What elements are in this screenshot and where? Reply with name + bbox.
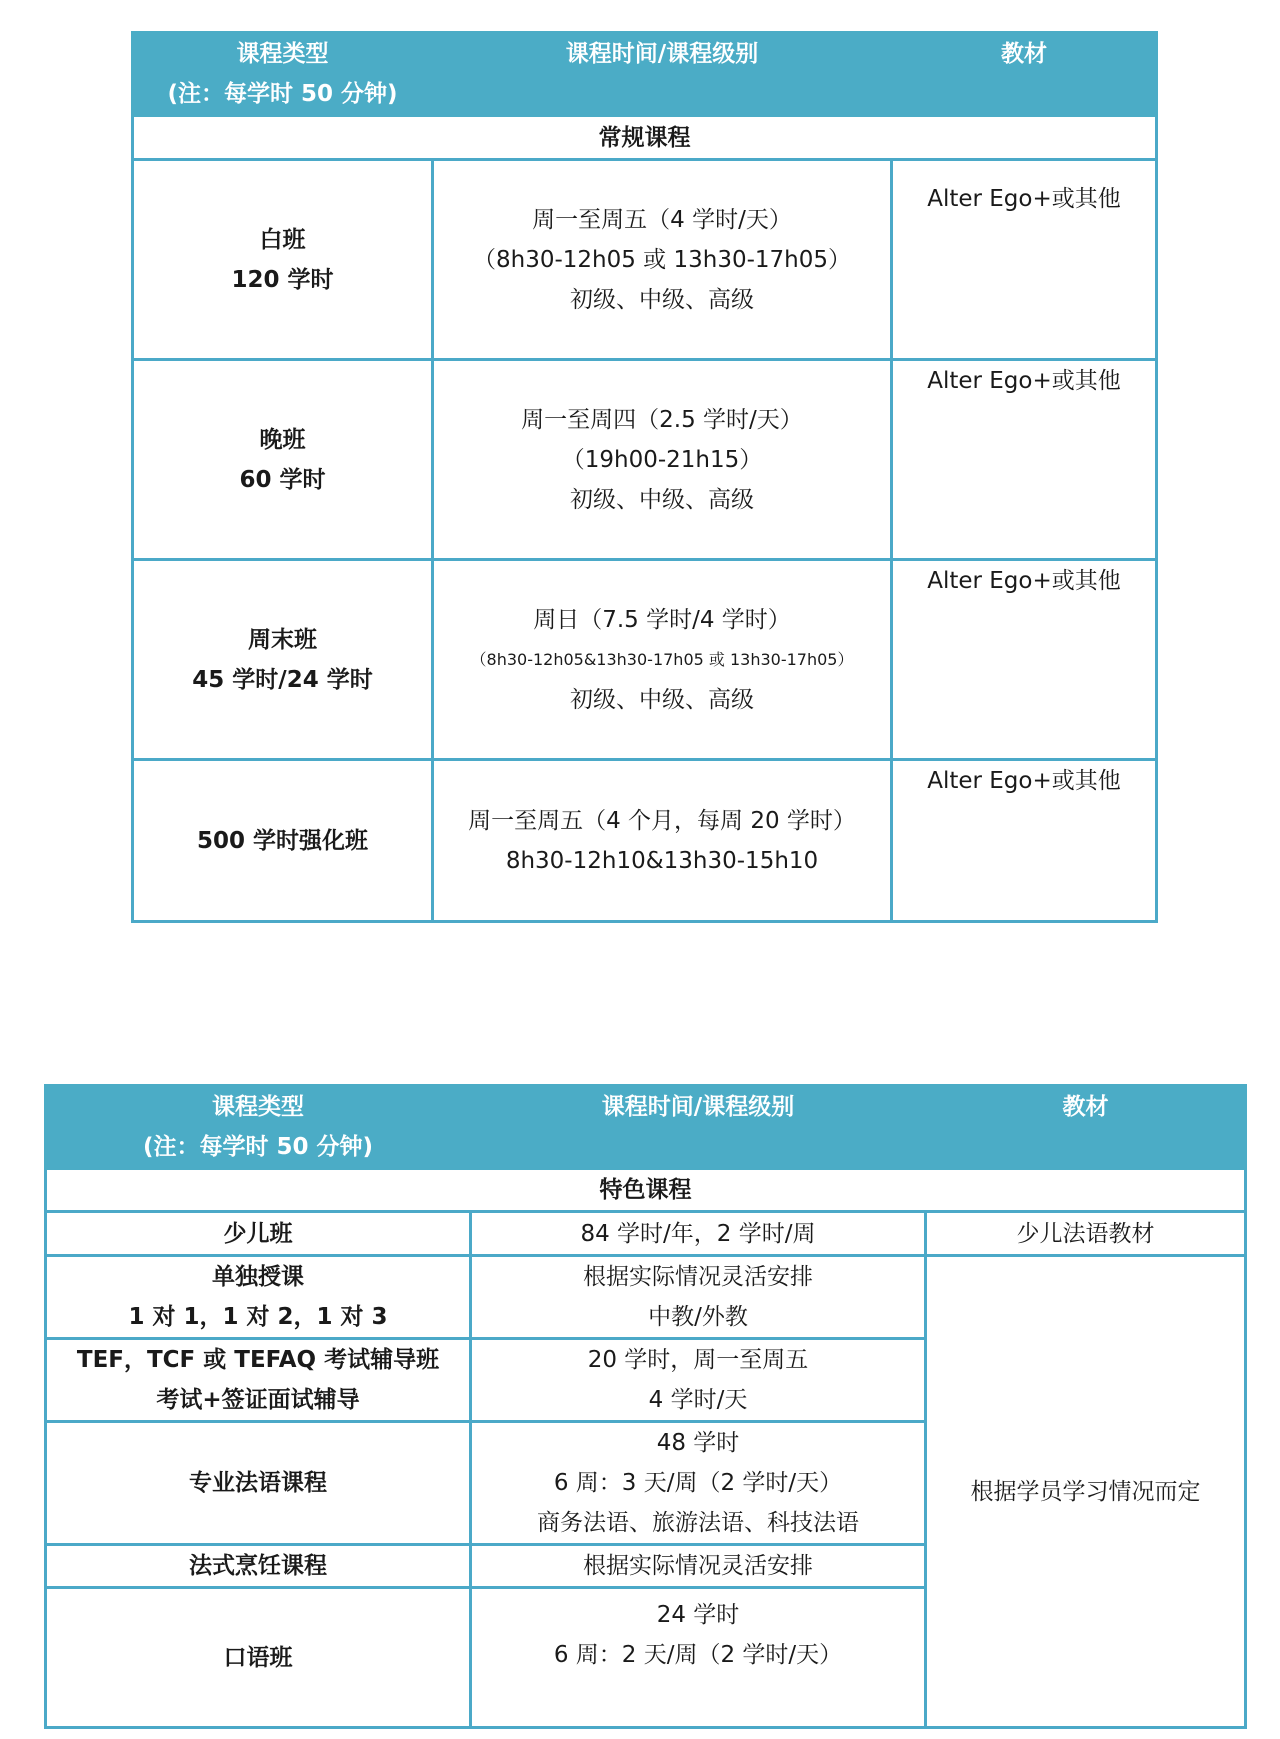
course-material: Alter Ego+或其他: [927, 568, 1121, 594]
course-time-line: 周一至周五（4 学时/天）: [532, 206, 792, 233]
course-time-line: 8h30-12h10&13h30-15h10: [505, 847, 819, 874]
course-time-line: 20 学时，周一至周五: [587, 1347, 809, 1373]
course-time-line: 周一至周五（4 个月，每周 20 学时）: [468, 807, 856, 834]
table-row: [46, 1212, 1246, 1256]
course-name: 周末班: [248, 626, 317, 653]
course-time-line: 48 学时: [656, 1430, 740, 1456]
header-course-time: 课程时间/课程级别: [471, 1086, 926, 1169]
course-time-cell: [433, 160, 892, 360]
course-name-cell: [46, 1422, 471, 1545]
table-row: [133, 360, 1157, 560]
course-material-cell: [892, 160, 1157, 360]
header-material: 教材: [926, 1086, 1246, 1169]
header-material: 教材: [892, 33, 1157, 116]
course-name: TEF，TCF 或 TEFAQ 考试辅导班: [76, 1347, 440, 1373]
table-row: [133, 160, 1157, 360]
course-material: Alter Ego+或其他: [927, 186, 1121, 212]
course-material: Alter Ego+或其他: [927, 768, 1121, 794]
course-time-line: （19h00-21h15）: [561, 446, 763, 473]
section-title-special: 特色课程: [46, 1169, 1246, 1212]
course-name-cell: [133, 760, 433, 922]
course-name: 法式烹饪课程: [189, 1553, 327, 1579]
course-name-cell: [133, 560, 433, 760]
header-course-type-note: (注：每学时 50 分钟): [142, 1134, 374, 1160]
course-time-line: （8h30-12h05 或 13h30-17h05）: [472, 246, 852, 273]
course-time-cell: [471, 1256, 926, 1339]
course-time-line: 6 周：2 天/周（2 学时/天）: [553, 1642, 843, 1668]
course-name: 单独授课: [212, 1264, 304, 1290]
course-material-cell: [892, 560, 1157, 760]
course-time-line: 商务法语、旅游法语、科技法语: [537, 1510, 859, 1536]
course-hours: 120 学时: [231, 266, 334, 293]
course-name: 晚班: [259, 426, 306, 453]
course-material: Alter Ego+或其他: [927, 368, 1121, 394]
section-title-regular: 常规课程: [133, 116, 1157, 160]
header-course-type: [46, 1086, 471, 1169]
course-name-cell: [46, 1256, 471, 1339]
course-subtitle: 1 对 1，1 对 2，1 对 3: [128, 1304, 388, 1330]
course-time-line: 84 学时/年，2 学时/周: [580, 1220, 816, 1247]
course-level-line: 初级、中级、高级: [570, 686, 754, 713]
course-time-line: 根据实际情况灵活安排: [583, 1553, 813, 1579]
course-time-cell: [471, 1212, 926, 1256]
table-row: [133, 760, 1157, 922]
course-material-cell: [892, 760, 1157, 922]
course-material: 少儿法语教材: [1016, 1220, 1155, 1247]
course-time-cell: [471, 1339, 926, 1422]
shared-material-cell: [926, 1256, 1246, 1728]
course-level-line: 初级、中级、高级: [570, 486, 754, 513]
course-time-line: 周一至周四（2.5 学时/天）: [521, 406, 803, 433]
course-time-line: 根据实际情况灵活安排: [583, 1264, 813, 1290]
course-name: 少儿班: [223, 1220, 293, 1247]
course-time-line: 中教/外教: [648, 1304, 748, 1330]
header-course-time: 课程时间/课程级别: [433, 33, 892, 116]
course-material-cell: [926, 1212, 1246, 1256]
course-hours: 45 学时/24 学时: [192, 666, 373, 693]
course-time-cell: [433, 760, 892, 922]
header-course-type-label: 课程类型: [236, 41, 329, 67]
course-name: 500 学时强化班: [196, 827, 369, 854]
course-time-cell: [471, 1545, 926, 1588]
course-name-cell: [133, 360, 433, 560]
course-time-line: 周日（7.5 学时/4 学时）: [533, 606, 791, 633]
course-name-cell: [46, 1339, 471, 1422]
course-material: 根据学员学习情况而定: [970, 1478, 1201, 1505]
course-name-cell: [133, 160, 433, 360]
course-name: 口语班: [223, 1644, 293, 1671]
header-course-type-label: 课程类型: [212, 1094, 304, 1120]
course-time-line: 24 学时: [656, 1602, 740, 1628]
course-name-cell: [46, 1212, 471, 1256]
table-row: [46, 1256, 1246, 1339]
special-courses-table: [44, 1084, 1247, 1729]
header-course-type-note: (注：每学时 50 分钟): [167, 81, 398, 107]
regular-courses-table: [131, 31, 1158, 923]
course-name: 专业法语课程: [189, 1470, 327, 1496]
header-course-type: [133, 33, 433, 116]
course-name: 白班: [259, 226, 306, 253]
course-subtitle: 考试+签证面试辅导: [156, 1387, 360, 1413]
course-material-cell: [892, 360, 1157, 560]
table-row: [133, 560, 1157, 760]
course-level-line: 初级、中级、高级: [570, 286, 754, 313]
course-time-line: 6 周：3 天/周（2 学时/天）: [553, 1470, 843, 1496]
course-time-line: （8h30-12h05&13h30-17h05 或 13h30-17h05）: [470, 649, 854, 669]
course-name-cell: [46, 1588, 471, 1728]
course-time-cell: [471, 1588, 926, 1728]
course-time-cell: [471, 1422, 926, 1545]
course-name-cell: [46, 1545, 471, 1588]
course-hours: 60 学时: [239, 466, 326, 493]
course-time-cell: [433, 560, 892, 760]
course-time-line: 4 学时/天: [648, 1387, 748, 1413]
course-time-cell: [433, 360, 892, 560]
